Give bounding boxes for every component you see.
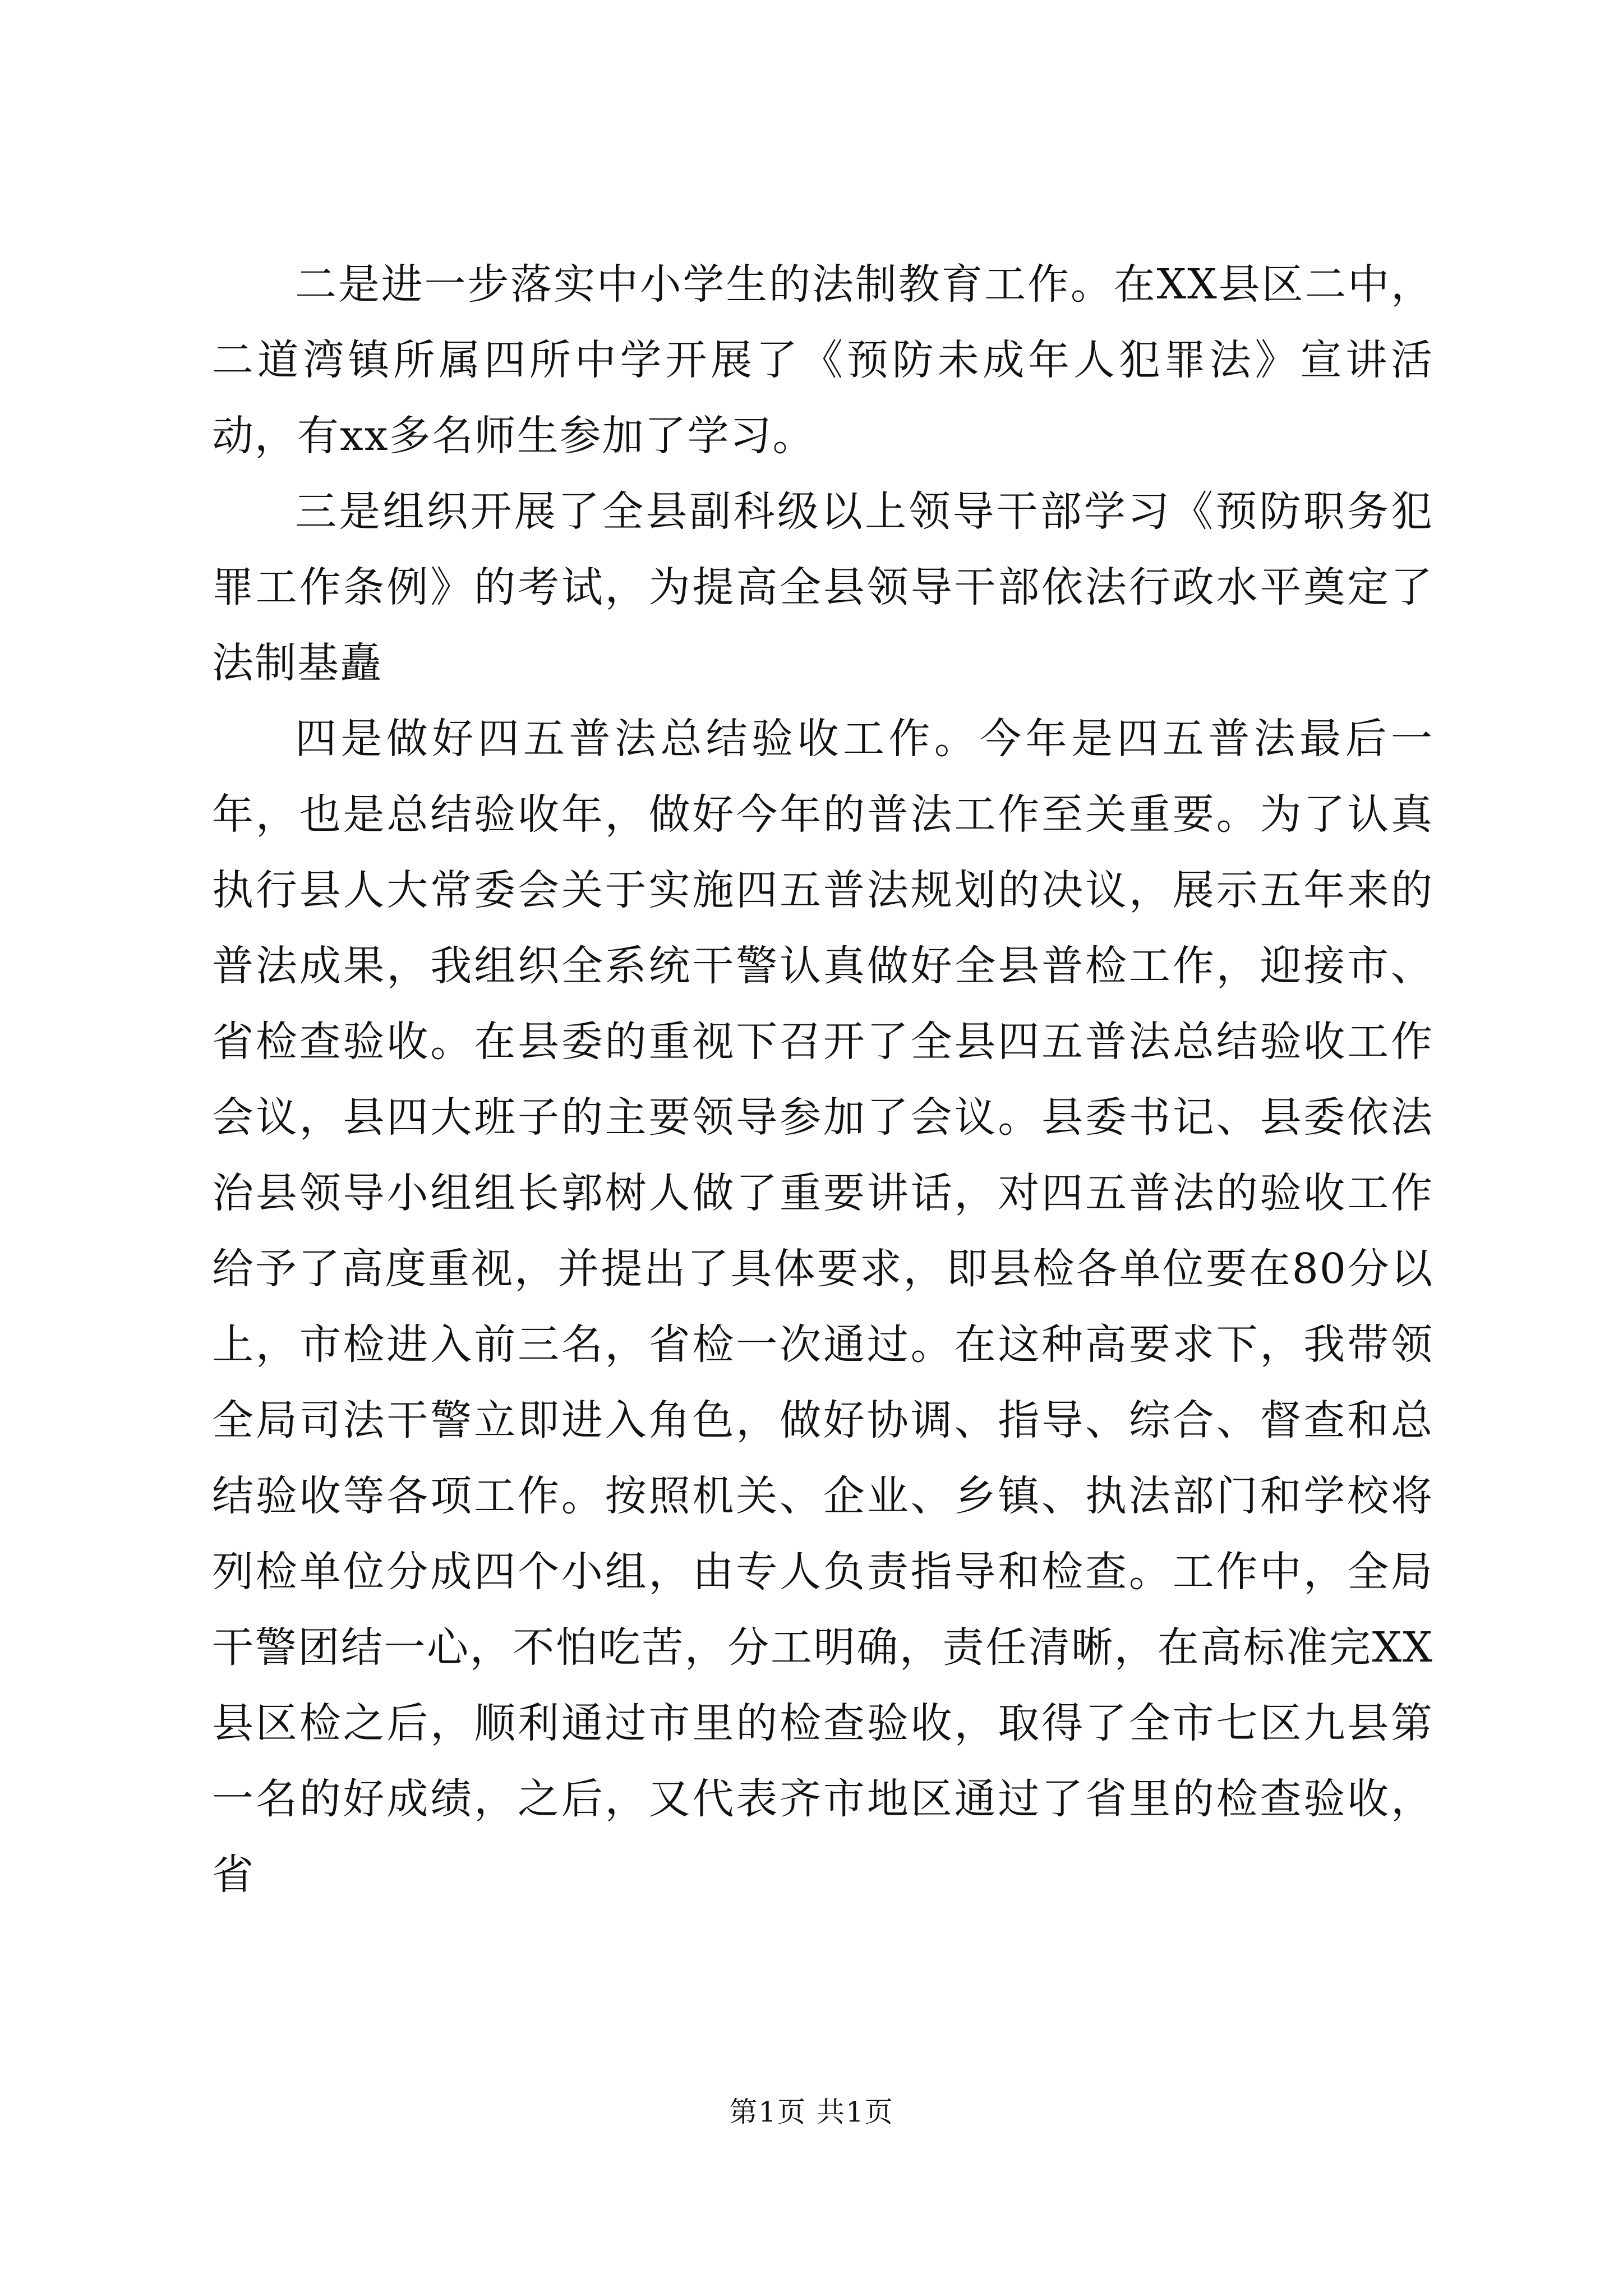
page-footer: 第1页 共1页: [729, 2096, 894, 2128]
paragraph-fourth-five-year-review: 四是做好四五普法总结验收工作。今年是四五普法最后一年，也是总结验收年，做好今年的普法工作至关重要。为了认真执行县人大常委会关于实施四五普法规划的决议，展示五年来的普法成果，我组织全系统干警认真做好全县普检工作，迎接市、省检查验收。在县委的重视下召开了全县四五普法总结验收工作会议，县四大班子的主要领导参加了会议。县委书记、县委依法治县领导小组组长郭树人做了重要讲话，对四五普法的验收工作给予了高度重视，并提出了具体要求，即县检各单位要在80分以上，市检进入前三名，省检一次通过。在这种高要求下，我带领全局司法干警立即进入角色，做好协调、指导、综合、督查和总结验收等各项工作。按照机关、企业、乡镇、执法部门和学校将列检单位分成四个小组，由专人负责指导和检查。工作中，全局干警团结一心，不怕吃苦，分工明确，责任清晰，在高标准完XX县区检之后，顺利通过市里的检查验收，取得了全市七区九县第一名的好成绩，之后，又代表齐市地区通过了省里的检查验收，省: [212, 715, 1433, 1899]
document-body: [212, 247, 1433, 1913]
paragraph-legal-education-students: 二是进一步落实中小学生的法制教育工作。在XX县区二中，二道湾镇所属四所中学开展了《预防未成年人犯罪法》宣讲活动，有xx多名师生参加了学习。: [212, 260, 1433, 460]
paragraph-cadre-exam: 三是组织开展了全县副科级以上领导干部学习《预防职务犯罪工作条例》的考试，为提高全县领导干部依法行政水平奠定了法制基矗: [212, 487, 1433, 687]
